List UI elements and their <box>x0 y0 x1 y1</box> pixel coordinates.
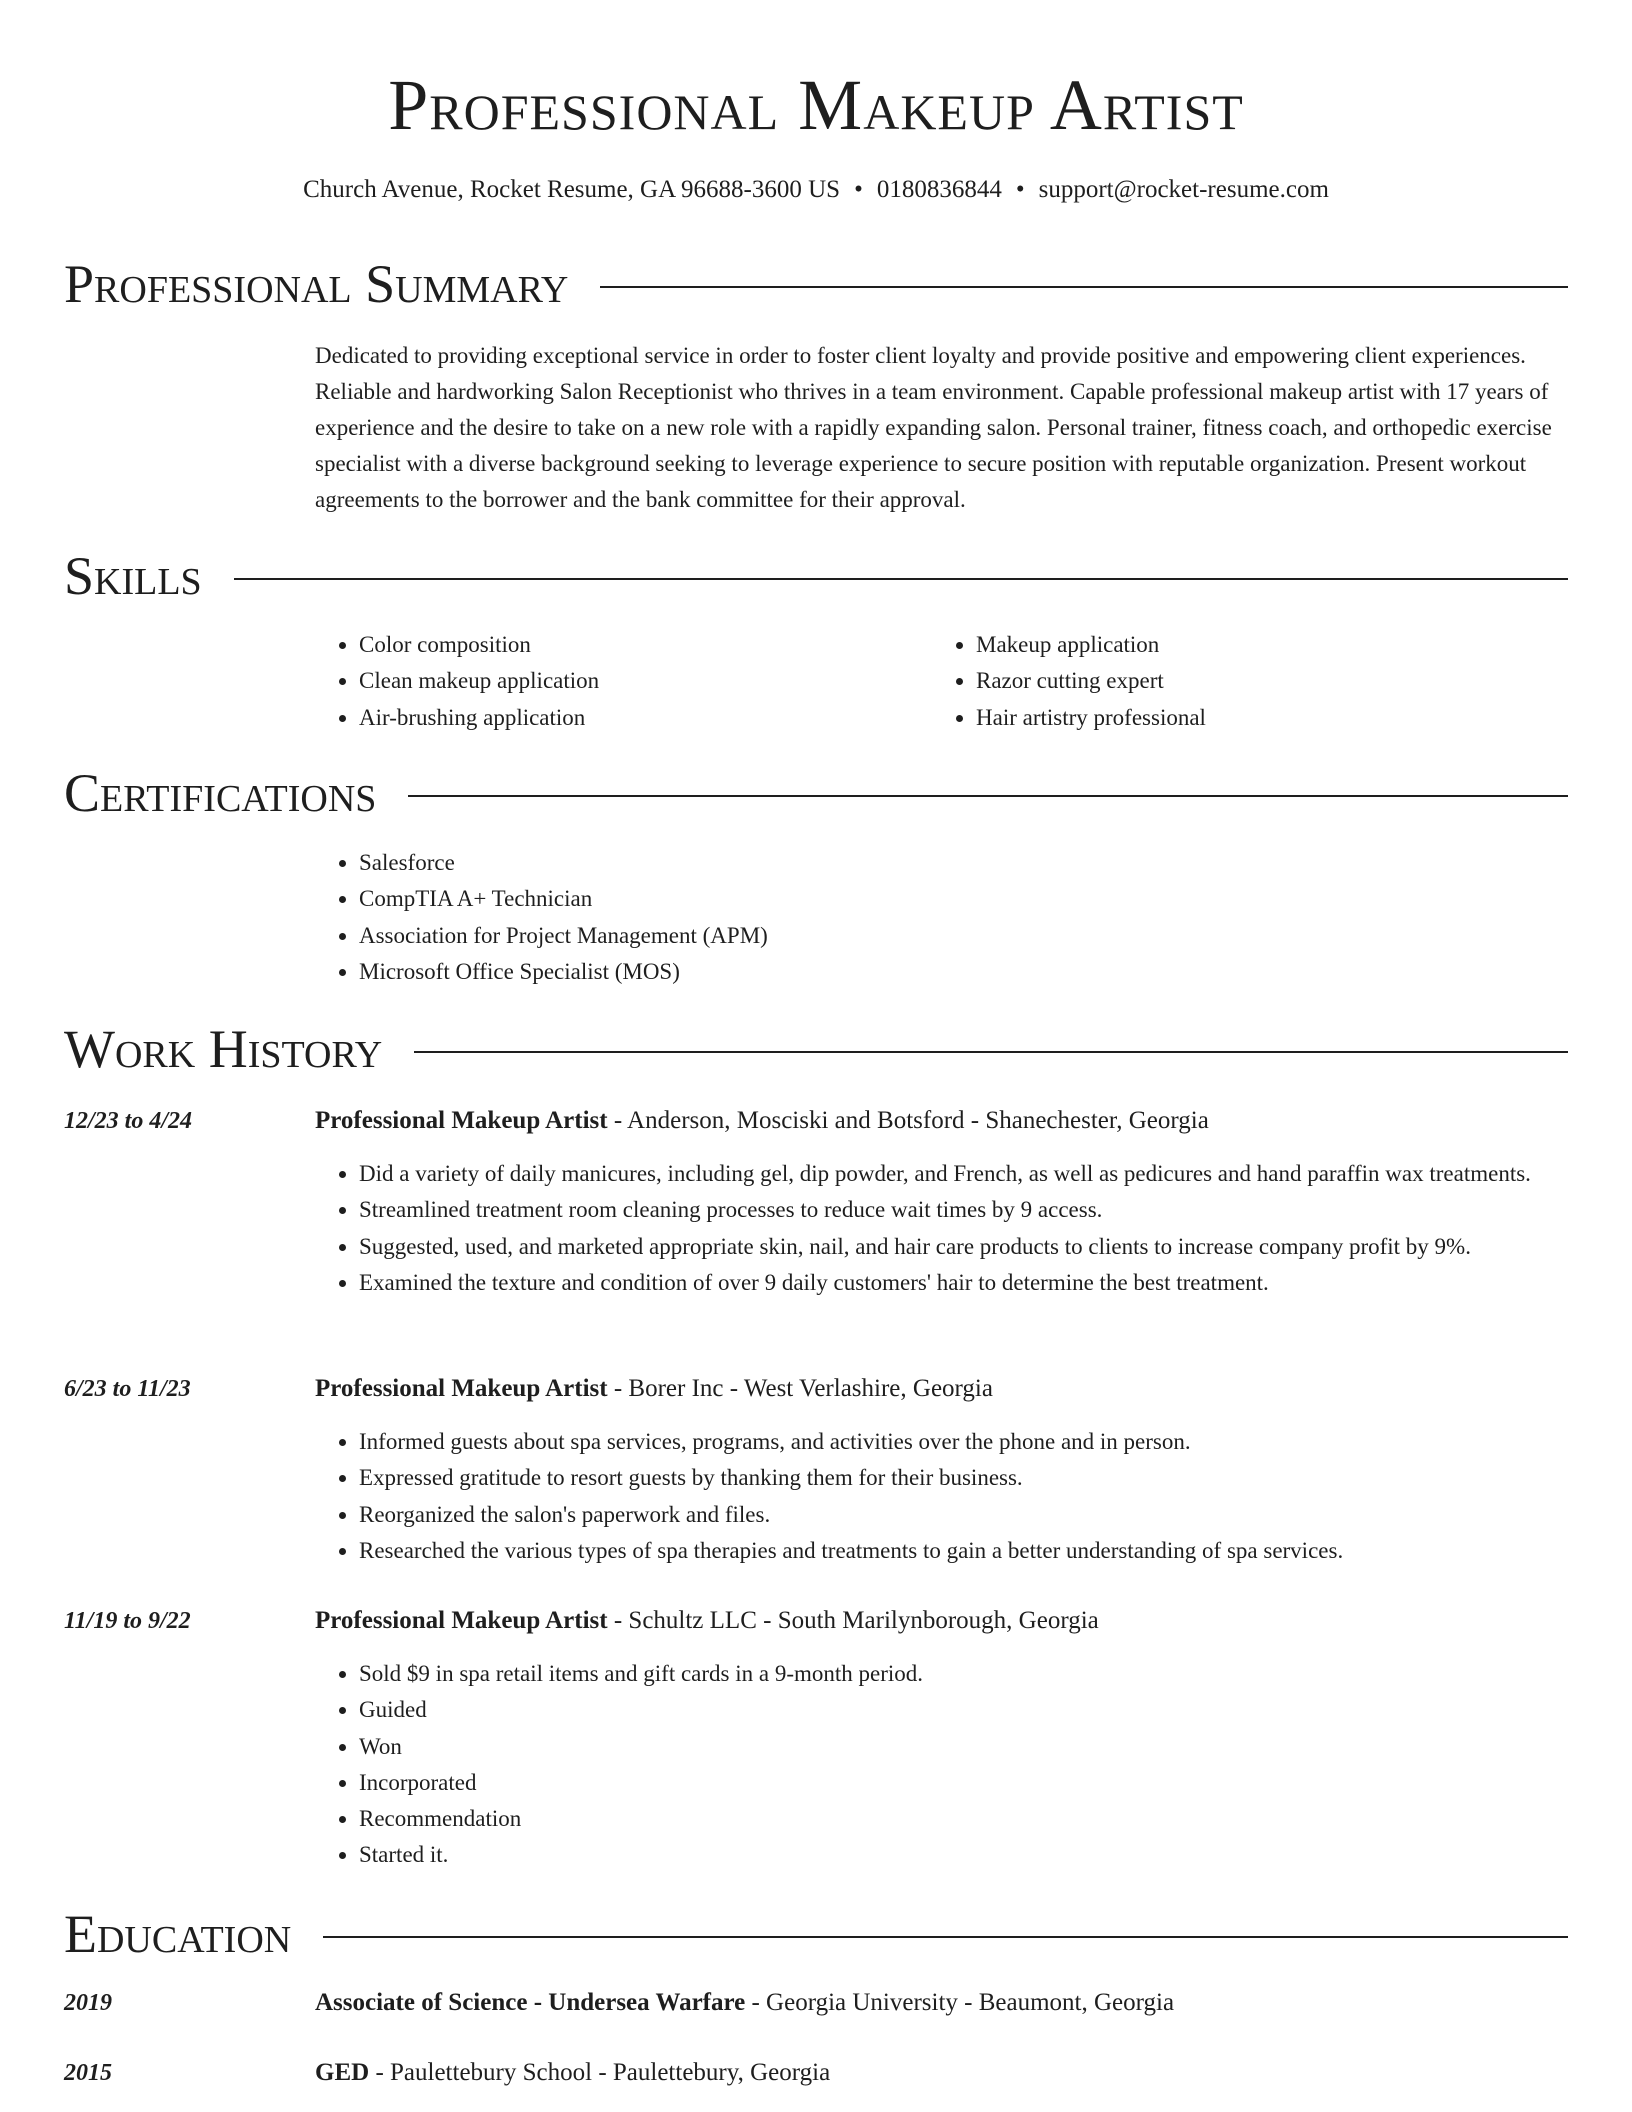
job-role: Professional Makeup Artist <box>315 1607 608 1634</box>
job-company: - Schultz LLC - South Marilynborough, Georgia <box>607 1607 1099 1634</box>
job-dates: 11/19 to 9/22 <box>64 1608 191 1634</box>
job-dates: 6/23 to 11/23 <box>64 1376 191 1402</box>
certification-item: • CompTIA A+ Technician <box>359 881 1559 917</box>
work-title: Work History <box>64 1019 383 1079</box>
job-bullet: • Suggested, used, and marketed appropriate skin, nail, and hair care products to clients to increase company profit by 9%. <box>359 1229 1612 1265</box>
summary-section-header <box>64 252 1568 316</box>
job-role: Professional Makeup Artist <box>315 1375 608 1402</box>
contact-phone: 0180836844 <box>876 176 1002 203</box>
skill-item: • Color composition <box>359 627 919 663</box>
contact-separator: • <box>1015 176 1025 203</box>
education-title: Education <box>64 1904 292 1964</box>
job-bullet: • Recommendation <box>359 1801 1612 1837</box>
job-bullets <box>315 1656 1612 1874</box>
job-role: Professional Makeup Artist <box>315 1107 608 1134</box>
job-bullet: • Did a variety of daily manicures, including gel, dip powder, and French, as well as pedicures and hand paraffin wax treatments. <box>359 1156 1612 1192</box>
certifications-section-header <box>64 761 1568 825</box>
certifications-list <box>315 845 1559 990</box>
job-bullet: • Informed guests about spa services, programs, and activities over the phone and in person. <box>359 1424 1612 1460</box>
education-year: 2019 <box>64 1990 112 2016</box>
job-bullet: • Examined the texture and condition of over 9 daily customers' hair to determine the best treatment. <box>359 1265 1612 1301</box>
job-bullet: • Won <box>359 1729 1612 1765</box>
skill-item: • Clean makeup application <box>359 663 919 699</box>
skills-section-header <box>64 544 1568 608</box>
job-bullet: • Guided <box>359 1692 1612 1728</box>
certification-item: • Association for Project Management (APM) <box>359 918 1559 954</box>
section-divider <box>234 578 1568 580</box>
job-company: - Borer Inc - West Verlashire, Georgia <box>607 1375 993 1402</box>
job-bullet: • Reorganized the salon's paperwork and files. <box>359 1497 1612 1533</box>
certification-item: • Salesforce <box>359 845 1559 881</box>
job-bullet: • Streamlined treatment room cleaning processes to reduce wait times by 9 access. <box>359 1192 1612 1228</box>
certifications-title: Certifications <box>64 763 377 823</box>
section-divider <box>414 1051 1568 1053</box>
job-bullet: • Sold $9 in spa retail items and gift cards in a 9-month period. <box>359 1656 1612 1692</box>
summary-text: Dedicated to providing exceptional service in order to foster client loyalty and provide positive and empowering client experiences. Reliable and hardworking Salon Receptionist who thrives in a team environment. Capable professional makeup artist with 17 years of experience and the desire to take on a new role with a rapidly expanding salon. Personal trainer, fitness coach, and orthopedic exercise specialist with a diverse background seeking to leverage experience to secure position with reputable organization. Present workout agreements to the borrower and the bank committee for their approval. <box>315 343 1552 512</box>
education-section-header <box>64 1902 1568 1966</box>
job-bullet: • Researched the various types of spa therapies and treatments to gain a better understanding of spa services. <box>359 1533 1612 1569</box>
education-heading <box>315 2055 1568 2091</box>
section-divider <box>600 286 1568 288</box>
skill-item: • Makeup application <box>976 627 1596 663</box>
skill-item: • Razor cutting expert <box>976 663 1596 699</box>
job-company: - Anderson, Mosciski and Botsford - Shanechester, Georgia <box>607 1107 1209 1134</box>
job-heading <box>315 1603 1568 1639</box>
job-bullets <box>315 1424 1612 1569</box>
summary-title: Professional Summary <box>64 254 569 314</box>
education-degree: Associate of Science - Undersea Warfare <box>315 1989 746 2016</box>
skills-list-left <box>315 627 919 736</box>
skills-list-right <box>932 627 1596 736</box>
resume-name: Professional Makeup Artist <box>388 65 1244 145</box>
job-heading <box>315 1371 1568 1407</box>
job-dates: 12/23 to 4/24 <box>64 1108 193 1134</box>
contact-line <box>64 172 1568 208</box>
education-school: - Georgia University - Beaumont, Georgia <box>745 1989 1175 2016</box>
skills-title: Skills <box>64 546 202 606</box>
job-heading <box>315 1103 1568 1139</box>
certification-item: • Microsoft Office Specialist (MOS) <box>359 954 1559 990</box>
education-school: - Paulettebury School - Paulettebury, Georgia <box>369 2059 831 2086</box>
skill-item: • Air-brushing application <box>359 700 919 736</box>
skill-item: • Hair artistry professional <box>976 700 1596 736</box>
work-section-header <box>64 1017 1568 1081</box>
job-bullet: • Expressed gratitude to resort guests by thanking them for their business. <box>359 1460 1612 1496</box>
contact-email: support@rocket-resume.com <box>1038 176 1329 203</box>
contact-separator: • <box>854 176 863 203</box>
education-heading <box>315 1985 1568 2021</box>
education-degree: GED <box>315 2059 370 2086</box>
contact-address: Church Avenue, Rocket Resume, GA 96688-3600 US <box>303 176 841 203</box>
job-bullets <box>315 1156 1612 1301</box>
education-year: 2015 <box>64 2060 112 2086</box>
section-divider <box>323 1936 1568 1938</box>
job-bullet: • Incorporated <box>359 1765 1612 1801</box>
section-divider <box>408 795 1568 797</box>
job-bullet: • Started it. <box>359 1837 1612 1873</box>
